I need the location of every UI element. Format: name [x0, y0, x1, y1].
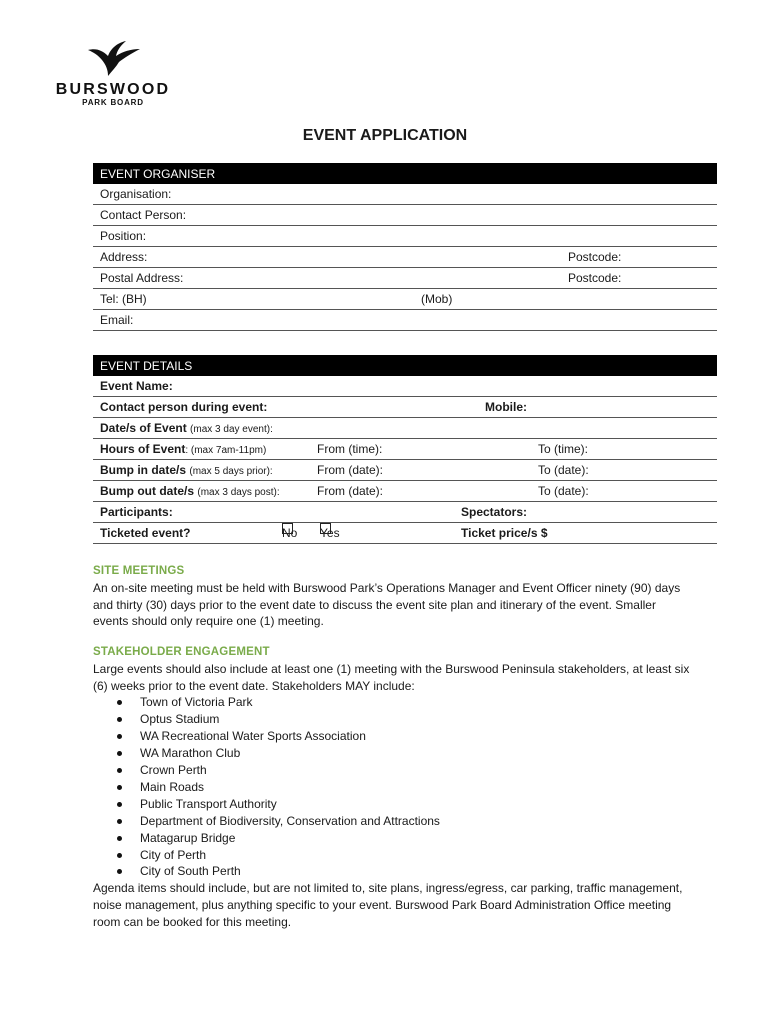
attendance-field[interactable]: [93, 502, 717, 523]
ticketed-event-label: Ticketed event?: [100, 526, 191, 540]
mobile-label: Mobile:: [485, 400, 527, 414]
stakeholder-list: [93, 694, 693, 880]
event-hours-field[interactable]: [93, 439, 717, 460]
event-name-label: Event Name:: [100, 379, 173, 393]
list-item: City of Perth: [93, 847, 693, 864]
bump-out-label: Bump out date/s (max 3 days post):: [100, 484, 280, 498]
list-item: WA Recreational Water Sports Association: [93, 728, 693, 745]
site-meetings-section: [93, 563, 693, 630]
address-label: Address:: [100, 250, 148, 264]
spectators-label: Spectators:: [461, 505, 528, 519]
burswood-logo: [54, 40, 174, 110]
bump-out-to-label: To (date):: [538, 484, 589, 498]
checkbox-yes[interactable]: [320, 523, 331, 534]
event-hours-label: Hours of Event: (max 7am-11pm): [100, 442, 267, 456]
hours-from-label: From (time):: [317, 442, 383, 456]
page-title: EVENT APPLICATION: [302, 127, 468, 144]
organisation-label: Organisation:: [100, 187, 172, 201]
participants-label: Participants:: [100, 505, 173, 519]
checkbox-no[interactable]: [282, 523, 293, 534]
ticketed-no-option[interactable]: No: [282, 523, 297, 544]
address-postcode-label: Postcode:: [568, 250, 622, 264]
stakeholder-intro: Large events should also include at least one (1) meeting with the Burswood Peninsula stakeholders, at least six (6) weeks prior to the event date. Stakeholders MAY include:: [93, 661, 690, 693]
telephone-field[interactable]: [93, 289, 717, 310]
list-item: Town of Victoria Park: [93, 694, 693, 711]
event-name-field[interactable]: [93, 376, 717, 397]
position-label: Position:: [100, 229, 147, 243]
list-item: Main Roads: [93, 779, 693, 796]
email-label: Email:: [100, 313, 134, 327]
list-item: City of South Perth: [93, 863, 693, 880]
postal-address-field[interactable]: [93, 268, 717, 289]
hours-to-label: To (time):: [538, 442, 589, 456]
contact-during-event-label: Contact person during event:: [100, 400, 268, 414]
ticket-price-label: Ticket price/s $: [461, 526, 548, 540]
event-dates-field[interactable]: [93, 418, 717, 439]
bump-in-label: Bump in date/s (max 5 days prior):: [100, 463, 273, 477]
section-heading-details: EVENT DETAILS: [93, 355, 717, 376]
list-item: Public Transport Authority: [93, 796, 693, 813]
ticketed-yes-option[interactable]: Yes: [320, 523, 340, 544]
postal-postcode-label: Postcode:: [568, 271, 622, 285]
email-field[interactable]: [93, 310, 717, 331]
tel-bh-label: Tel: (BH): [100, 292, 147, 306]
ticketed-field: [93, 523, 717, 544]
bump-out-field[interactable]: [93, 481, 717, 502]
site-meetings-heading: SITE MEETINGS: [93, 565, 185, 577]
contact-during-event-field[interactable]: [93, 397, 717, 418]
address-field[interactable]: [93, 247, 717, 268]
organisation-field[interactable]: [93, 184, 717, 205]
section-heading-organiser: EVENT ORGANISER: [93, 163, 717, 184]
bump-in-to-label: To (date):: [538, 463, 589, 477]
event-organiser-section: [93, 163, 717, 331]
stakeholder-section: [93, 644, 693, 931]
contact-person-label: Contact Person:: [100, 208, 187, 222]
site-meetings-body: An on-site meeting must be held with Burswood Park’s Operations Manager and Event Officer ninety (90) days and thirty (30) days prior to the event date to discuss the event site plan and itinerary of the event. Smaller events should only require one (1) meeting.: [93, 580, 681, 629]
list-item: Crown Perth: [93, 762, 693, 779]
list-item: WA Marathon Club: [93, 745, 693, 762]
postal-address-label: Postal Address:: [100, 271, 184, 285]
brand-name: BURSWOOD: [55, 81, 171, 98]
stakeholder-heading: STAKEHOLDER ENGAGEMENT: [93, 646, 270, 658]
position-field[interactable]: [93, 226, 717, 247]
list-item: Department of Biodiversity, Conservation and Attractions: [93, 813, 693, 830]
bump-in-from-label: From (date):: [317, 463, 384, 477]
contact-person-field[interactable]: [93, 205, 717, 226]
brand-subtitle: PARK BOARD: [82, 98, 144, 107]
stakeholder-closing: Agenda items should include, but are not limited to, site plans, ingress/egress, car parking, traffic management, noise management, plus anything specific to your event. Burswood Park Board Administration Office meeting room can be booked for this meeting.: [93, 881, 683, 929]
bump-in-field[interactable]: [93, 460, 717, 481]
event-details-section: [93, 355, 717, 544]
event-dates-label: Date/s of Event (max 3 day event):: [100, 421, 273, 435]
bird-logo-icon: [86, 40, 142, 78]
list-item: Matagarup Bridge: [93, 830, 693, 847]
mob-label: (Mob): [421, 292, 453, 306]
bump-out-from-label: From (date):: [317, 484, 384, 498]
list-item: Optus Stadium: [93, 711, 693, 728]
